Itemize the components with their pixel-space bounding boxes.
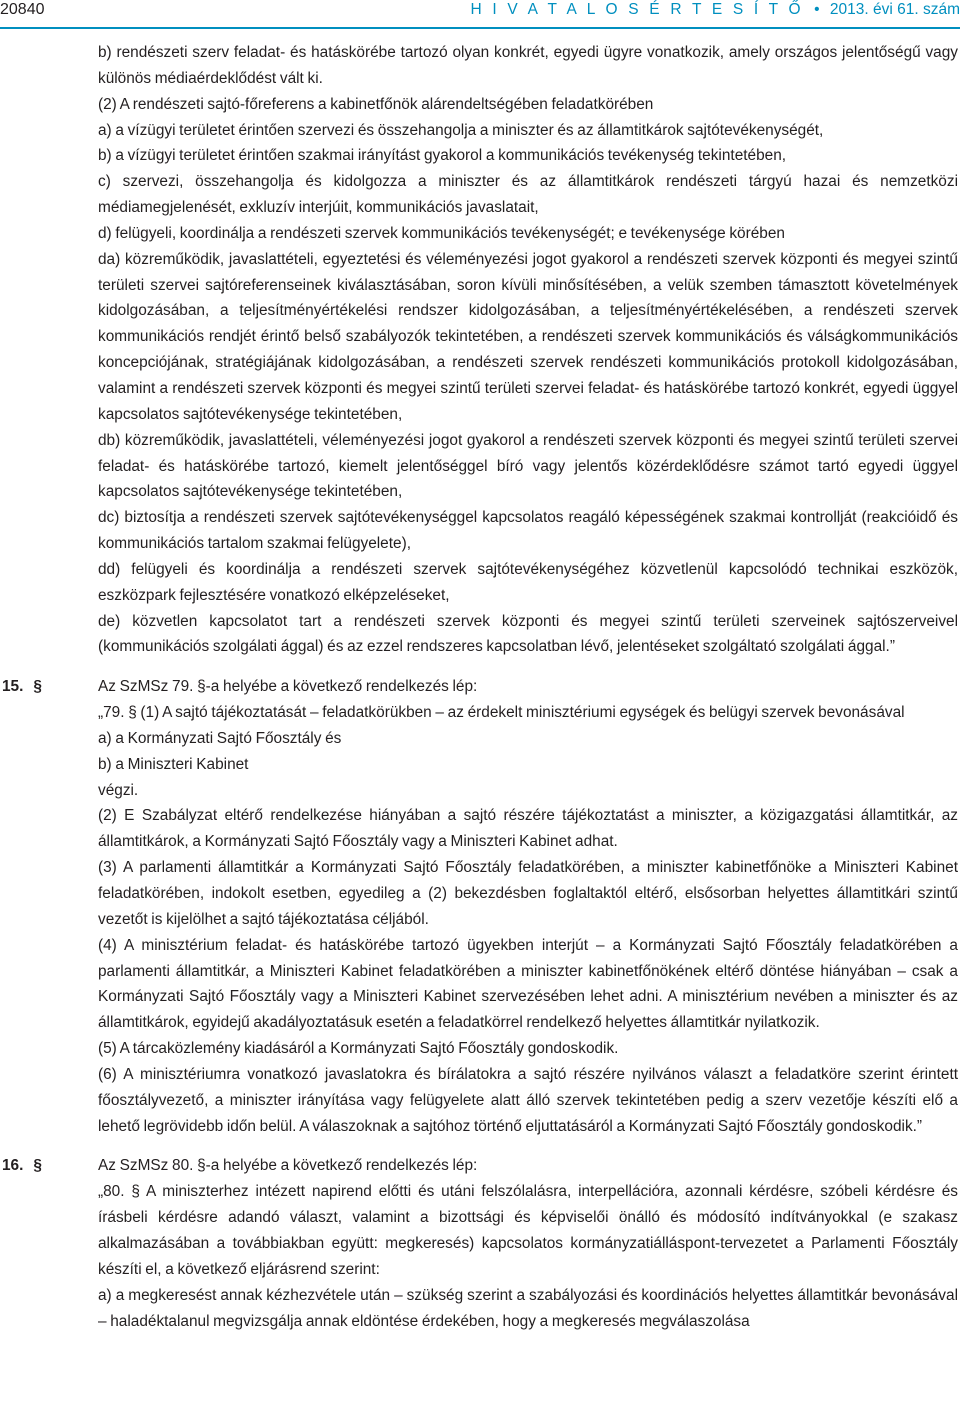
- paragraph: (6) A minisztériumra vonatkozó javaslatokra és bírálatokra a sajtó részére nyilvános választ a feladatköre szerint érintett főosztályvezető, a miniszter irányítása vagy felügyelete alatt álló szervek tekintetében pedig a szerv vezetője készíti elő a lehető legrövidebb időn belül. A válaszoknak a sajtóhoz történő eljuttatásáról a Kormányzati Sajtó Főosztály gondoskodik.”: [98, 1065, 958, 1135]
- paragraph: b) a vízügyi területet érintően szakmai irányítást gyakorol a kommunikációs tevékenység tekintetében,: [98, 147, 787, 165]
- paragraph: dd) felügyeli és koordinálja a rendészeti szervek sajtótevékenységéhez közvetlenül kapcsolódó technikai eszközök, eszközpark fejlesztésére vonatkozó elképzeléseket,: [98, 560, 958, 604]
- paragraph: (3) A parlamenti államtitkár a Kormányzati Sajtó Főosztály feladatkörében, a miniszter kabinetfőnöke a Miniszteri Kabinet feladatkörében, indokolt esetben, egyedileg a (2) bekezdésben foglaltaktól eltérő, elsősorban helyettes államtitkári szintű vezetőt is kijelölhet a sajtó tájékoztatása céljából.: [98, 859, 958, 928]
- paragraph: b) a Miniszteri Kabinet: [98, 755, 249, 773]
- paragraph: b) rendészeti szerv feladat- és hatáskörébe tartozó olyan konkrét, egyedi ügyre vonatkozik, amely országos jelentőségű vagy különös médiaérdeklődést vált ki.: [98, 44, 958, 87]
- page-header: [0, 0, 960, 30]
- paragraph: „79. § (1) A sajtó tájékoztatását – feladatkörükben – az érdekelt minisztériumi egységek és belügyi szervek bevonásával: [98, 704, 905, 722]
- paragraph: dc) biztosítja a rendészeti szervek sajtótevékenységgel kapcsolatos reagáló képességének szakmai kontrollját (reakcióidő és kommunikációs tartalom szakmai felügyelete),: [98, 509, 958, 553]
- paragraph: d) felügyeli, koordinálja a rendészeti szervek kommunikációs tevékenységét; e tevékenysége körében: [98, 224, 785, 242]
- section-intro: Az SzMSz 80. §-a helyébe a következő rendelkezés lép:: [98, 1157, 478, 1175]
- paragraph: (2) E Szabályzat eltérő rendelkezése hiányában a sajtó részére tájékoztatást a miniszter, a közigazgatási államtitkár, az államtitkárok, a Kormányzati Sajtó Főosztály vagy a Miniszteri Kabinet adhat.: [98, 807, 958, 851]
- header-divider: [0, 27, 960, 29]
- section-16: [2, 1153, 958, 1334]
- section-number-value: 16.: [2, 1157, 24, 1175]
- paragraph: végzi.: [98, 781, 139, 799]
- issue-label: 2013. évi 61. szám: [829, 1, 960, 18]
- paragraph: „80. § A miniszterhez intézett napirend előtti és utáni felszólalásra, interpellációra, azonnali kérdésre, szóbeli kérdésre és írásbeli kérdésre adandó választ, valamint a bizottsági és képviselői önálló és módosító indítványokkal (e szakasz alkalmazásában a továbbiakban együtt: megkeresés) kapcsolatos kormányzatiálláspont-tervezetet a Parlamenti Főosztály készíti el, a következő eljárásrend szerint:: [98, 1183, 958, 1278]
- section-intro: Az SzMSz 79. §-a helyébe a következő rendelkezés lép:: [98, 678, 478, 696]
- paragraph: a) a Kormányzati Sajtó Főosztály és: [98, 729, 342, 747]
- paragraph-sign: §: [33, 678, 42, 696]
- paragraph: (5) A tárcaközlemény kiadásáról a Kormányzati Sajtó Főosztály gondoskodik.: [98, 1040, 619, 1058]
- running-title: [470, 1, 960, 19]
- paragraph: (4) A minisztérium feladat- és hatáskörébe tartozó ügyekben interjút – a Kormányzati Sajtó Főosztály feladatkörében a parlamenti államtitkár, a Miniszteri Kabinet feladatkörében a miniszter kabinetfőnökének eltérő döntése hiányában – csak a Kormányzati Sajtó Főosztály vagy a Miniszteri Kabinet szervezésében lehet adni. A minisztérium nevében a miniszter és az államtitkárok, egyidejű akadályoztatásuk esetén a feladatkörrel rendelkező helyettes államtitkár nyilatkozik.: [98, 936, 958, 1032]
- paragraph: de) közvetlen kapcsolatot tart a rendészeti szervek központi és megyei szintű területi szerveinek sajtószerveivel (kommunikációs szolgálati ággal) és az ezzel rendszeres kapcsolatban lévő, jelentéseket szolgáltató szolgálati ággal.”: [98, 612, 958, 656]
- paragraph: a) a megkeresést annak kézhezvétele után – szükség szerint a szabályozási és koordinációs helyettes államtitkár bevonásával – haladéktalanul megvizsgálja annak eldöntése érdekében, hogy a megkeresés megválaszolása: [98, 1286, 958, 1330]
- bullet-separator: •: [814, 1, 820, 18]
- section-number: [2, 1153, 42, 1179]
- paragraph: a) a vízügyi területet érintően szervezi és összehangolja a miniszter és az államtitkárok sajtótevékenységét,: [98, 121, 824, 139]
- paragraph: db) közreműködik, javaslattételi, véleményezési jogot gyakorol a rendészeti szervek központi és megyei szintű területi szervei feladat- és hatáskörébe tartozó, kiemelt jelentőséggel bíró vagy jelentős közérdeklődésre számot tartó egyedi üggyel kapcsolatos sajtótevékenysége tekintetében,: [98, 431, 958, 501]
- document-body: [2, 40, 958, 1334]
- paragraph: (2) A rendészeti sajtó-főreferens a kabinetfőnök alárendeltségében feladatkörében: [98, 95, 654, 113]
- paragraph-sign: §: [33, 1157, 42, 1175]
- section-number: [2, 674, 42, 700]
- section-number-value: 15.: [2, 678, 24, 696]
- paragraph: da) közreműködik, javaslattételi, egyeztetési és véleményezési jogot gyakorol a rendészeti szervek központi és megyei szintű területi szervei sajtóreferenseinek kiválasztásában, soron kívüli minősítésében, a velük szemben támasztott követelmények kidolgozásában, a teljesítményértékelési rendszer kidolgozásában, a teljesítményértékelésében, a rendészeti szervek kommunikációs rendjét érintő belső szabályozók tekintetében, a rendészeti szervek kommunikációs és válságkommunikációs koncepciójának, stratégiájának kidolgozásában, a rendészeti szervek rendészeti kommunikációs protokoll kidolgozásában, valamint a rendészeti szervek központi és megyei szintű területi szervei feladat- és hatáskörébe tartozó konkrét, egyedi üggyel kapcsolatos sajtótevékenysége tekintetében,: [98, 250, 958, 423]
- journal-title: H I V A T A L O S É R T E S Í T Ő: [470, 1, 804, 18]
- paragraph: c) szervezi, összehangolja és kidolgozza a miniszter és az államtitkárok rendészeti tárgyú hazai és nemzetközi médiamegjelenését, exkluzív interjúit, kommunikációs javaslatait,: [98, 173, 958, 217]
- section-15: [2, 674, 958, 1139]
- page-number: 20840: [0, 1, 45, 18]
